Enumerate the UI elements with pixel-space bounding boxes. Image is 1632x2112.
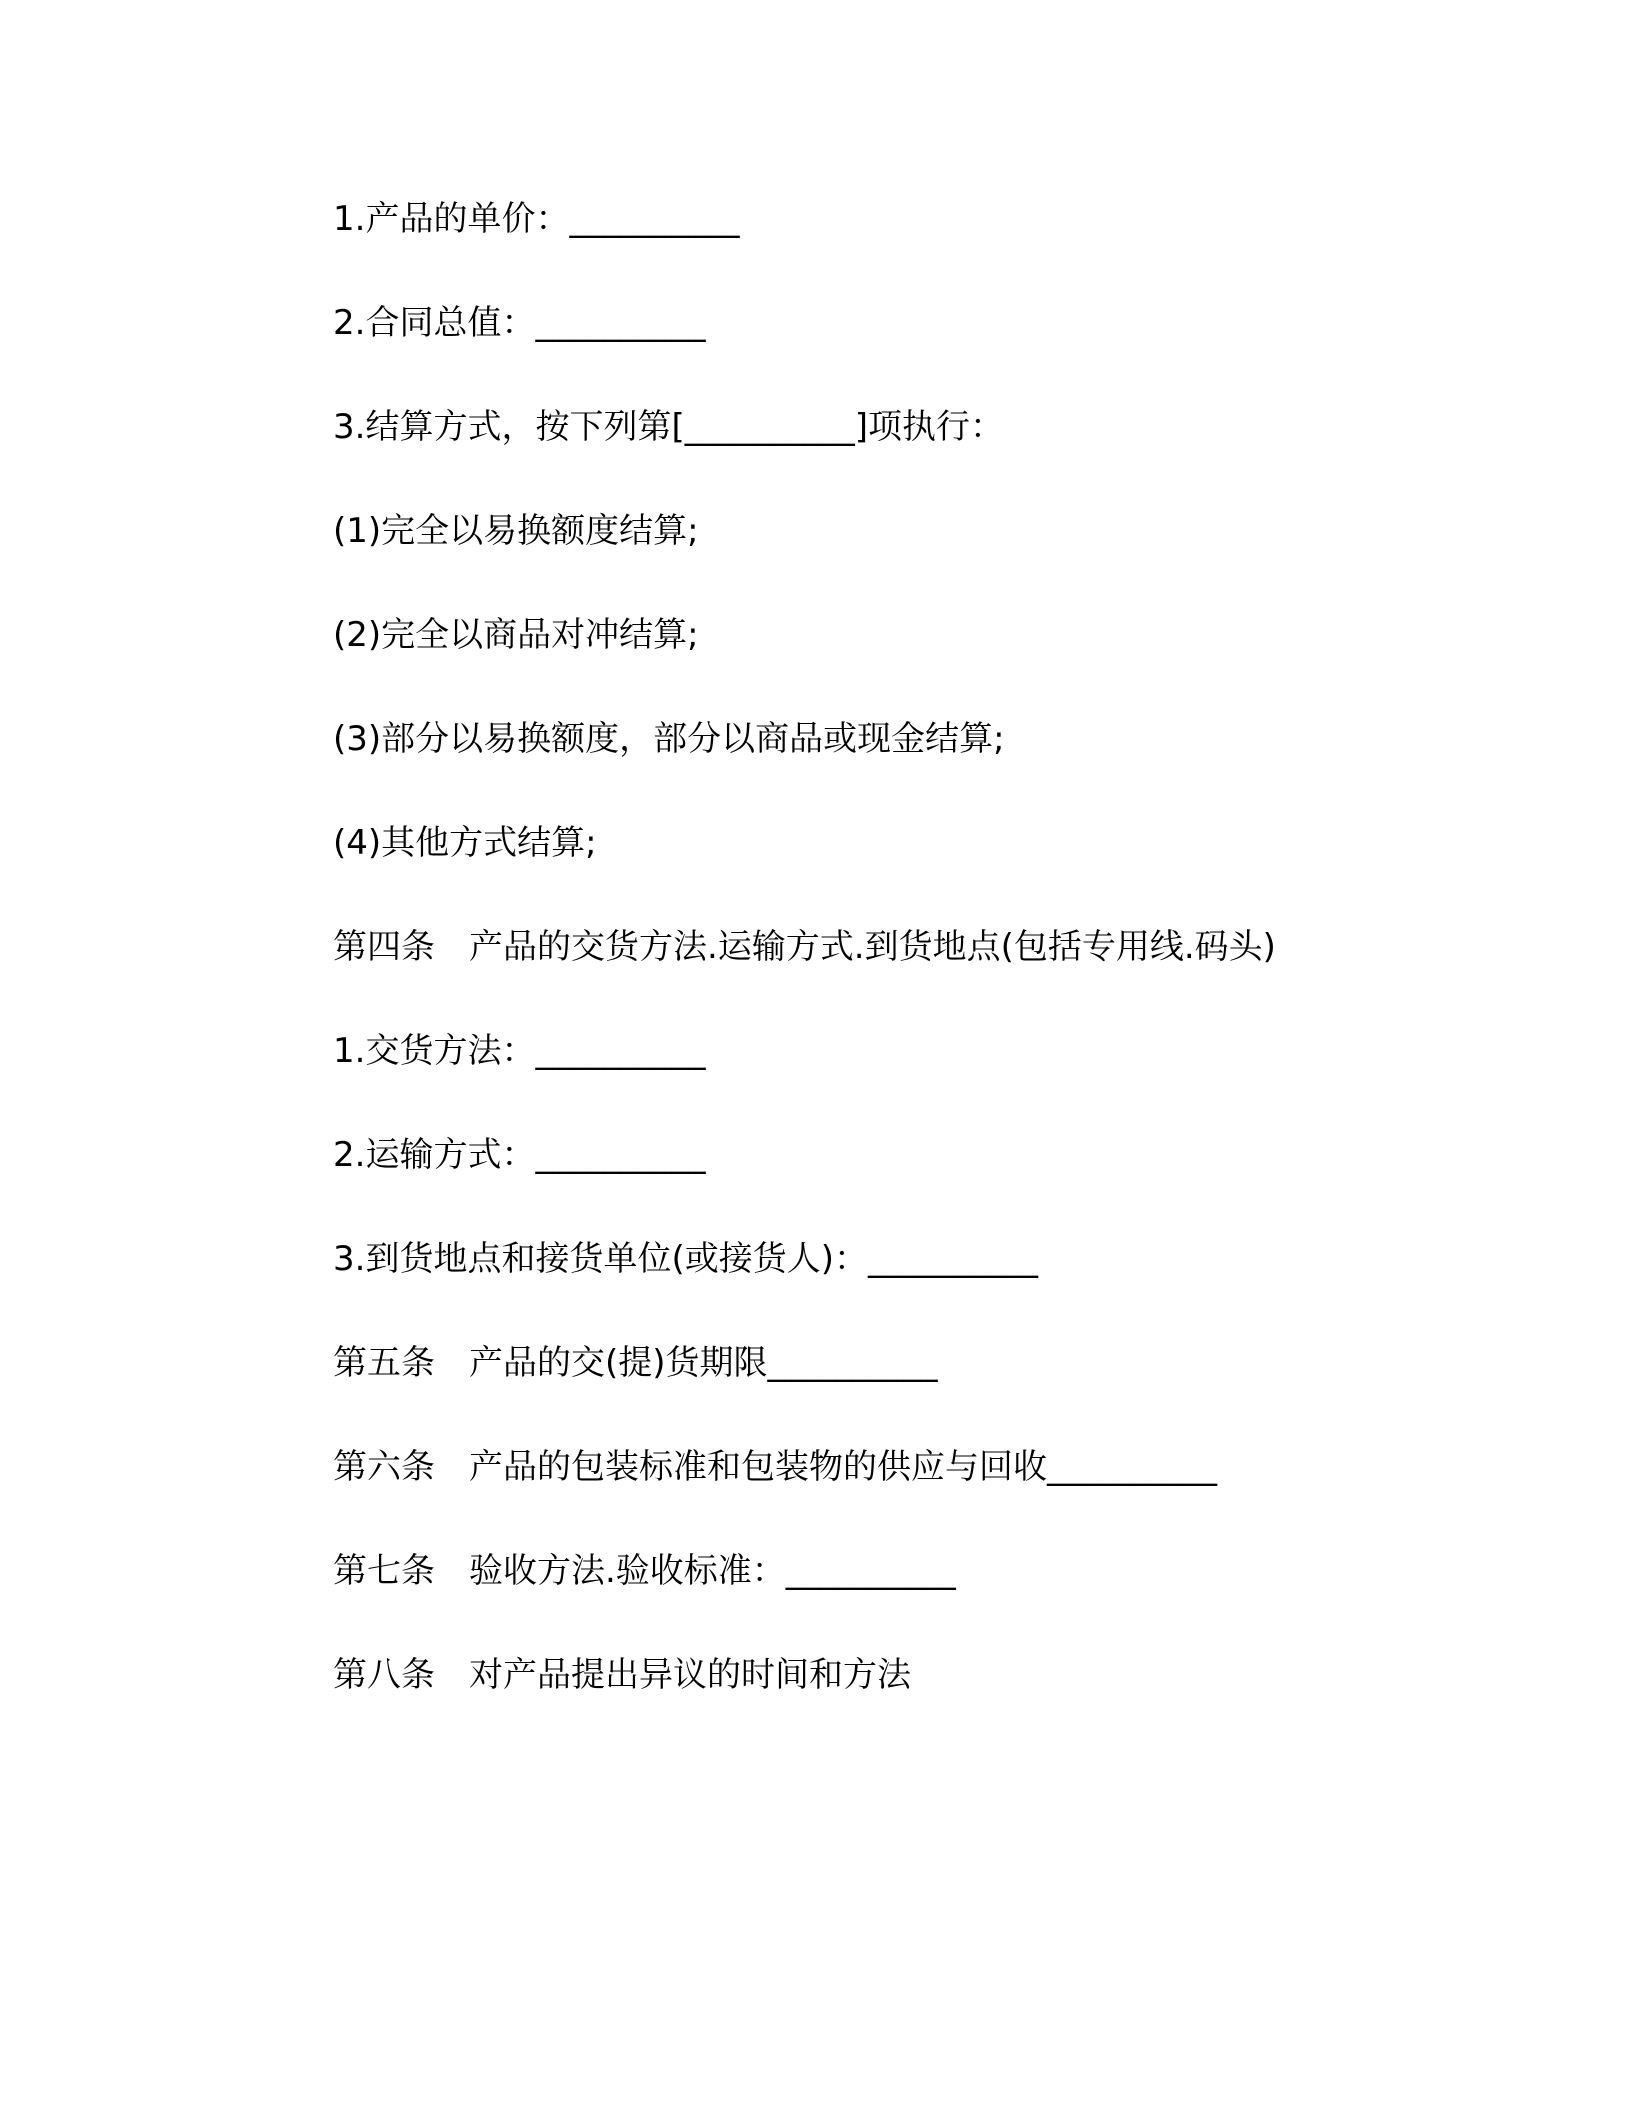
clause-line: (4)其他方式结算; — [333, 823, 597, 863]
clause-heading: 第六条 产品的包装标准和包装物的供应与回收__________ — [333, 1447, 1217, 1487]
clause-line: (3)部分以易换额度，部分以商品或现金结算; — [333, 719, 1005, 759]
clause-line: 2.运输方式：__________ — [333, 1135, 706, 1175]
clause-heading: 第五条 产品的交(提)货期限__________ — [333, 1343, 938, 1383]
clause-heading: 第七条 验收方法.验收标准：__________ — [333, 1551, 956, 1591]
clause-heading: 第八条 对产品提出异议的时间和方法 — [333, 1655, 911, 1695]
clause-line: 1.产品的单价：__________ — [333, 199, 740, 239]
clause-line: (1)完全以易换额度结算; — [333, 511, 699, 551]
clause-line: 1.交货方法：__________ — [333, 1031, 706, 1071]
clause-line: 3.到货地点和接货单位(或接货人)：__________ — [333, 1239, 1038, 1279]
clause-line: 2.合同总值：__________ — [333, 303, 706, 343]
clause-line: 3.结算方式，按下列第[__________]项执行： — [333, 407, 1004, 447]
clause-line: (2)完全以商品对冲结算; — [333, 615, 699, 655]
clause-heading: 第四条 产品的交货方法.运输方式.到货地点(包括专用线.码头) — [333, 927, 1276, 967]
document-body — [333, 190, 1483, 1750]
